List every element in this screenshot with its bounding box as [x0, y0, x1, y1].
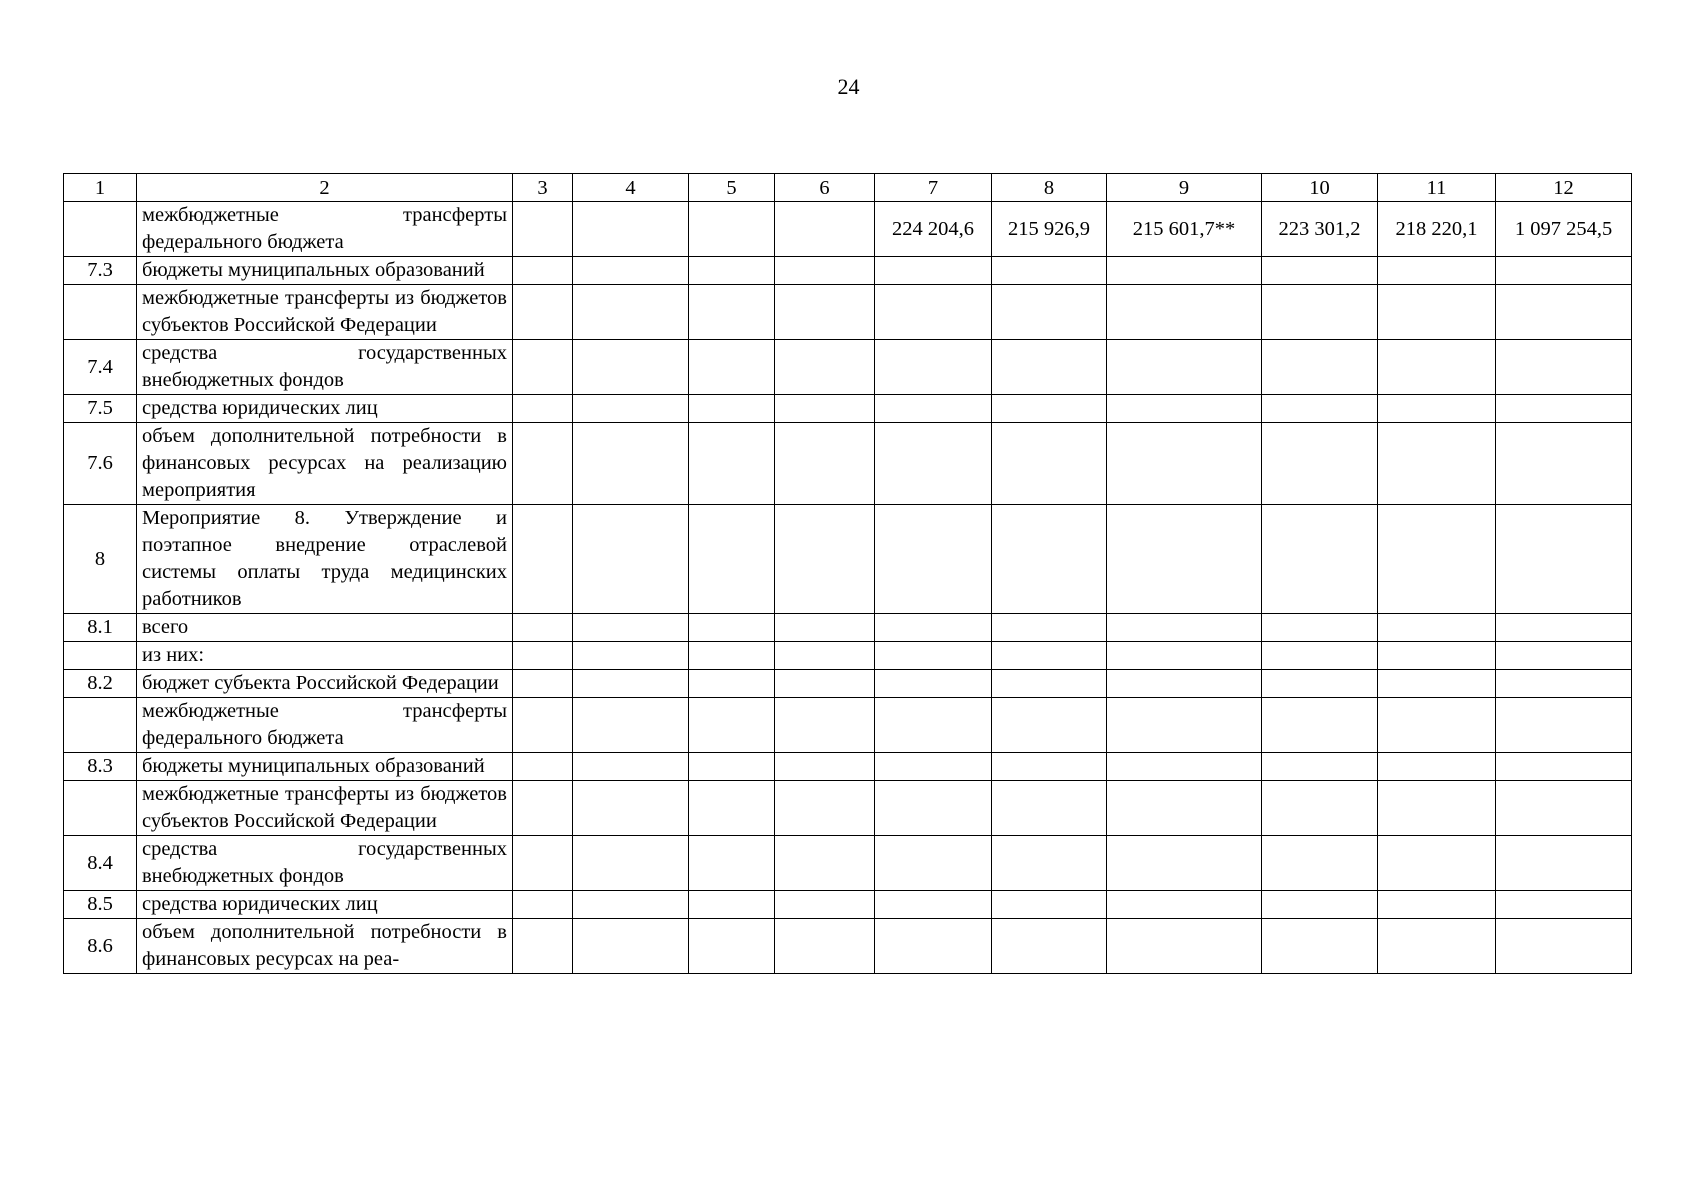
row-description: межбюджетные трансферты из бюджетов субъектов Российской Федерации: [137, 285, 513, 340]
value-cell: [689, 642, 775, 670]
value-cell: [775, 340, 875, 395]
value-cell: [573, 919, 689, 974]
row-description: бюджет субъекта Российской Федерации: [137, 670, 513, 698]
value-cell: [1496, 919, 1632, 974]
row-description: межбюджетные трансферты федерального бюджета: [137, 698, 513, 753]
value-cell: [1496, 891, 1632, 919]
value-cell: [992, 395, 1107, 423]
value-cell: [1107, 423, 1262, 505]
value-cell: [513, 505, 573, 614]
table-row: [64, 395, 1632, 423]
value-cell: [1378, 614, 1496, 642]
value-cell: [573, 340, 689, 395]
value-cell: [689, 423, 775, 505]
value-cell: [573, 285, 689, 340]
row-number: 8.1: [64, 614, 137, 642]
value-cell: [573, 670, 689, 698]
value-cell: 224 204,6: [875, 202, 992, 257]
value-cell: [513, 642, 573, 670]
column-header: 8: [992, 174, 1107, 202]
value-cell: [992, 505, 1107, 614]
table-row: [64, 202, 1632, 257]
value-cell: 218 220,1: [1378, 202, 1496, 257]
value-cell: [1496, 836, 1632, 891]
value-cell: [1262, 919, 1378, 974]
header-row: [64, 174, 1632, 202]
value-cell: [875, 285, 992, 340]
column-header: 9: [1107, 174, 1262, 202]
row-number: 8.2: [64, 670, 137, 698]
row-number: [64, 202, 137, 257]
value-cell: [1262, 505, 1378, 614]
value-cell: [513, 257, 573, 285]
value-cell: [573, 836, 689, 891]
table-row: [64, 670, 1632, 698]
value-cell: [775, 505, 875, 614]
value-cell: [1262, 340, 1378, 395]
value-cell: [1378, 919, 1496, 974]
value-cell: [689, 891, 775, 919]
value-cell: [875, 257, 992, 285]
value-cell: [875, 891, 992, 919]
value-cell: [1262, 670, 1378, 698]
value-cell: [689, 505, 775, 614]
row-description: бюджеты муниципальных образований: [137, 753, 513, 781]
value-cell: [1107, 395, 1262, 423]
value-cell: [513, 836, 573, 891]
value-cell: [1496, 614, 1632, 642]
value-cell: [1107, 698, 1262, 753]
row-number: 8: [64, 505, 137, 614]
row-number: 8.5: [64, 891, 137, 919]
value-cell: [875, 781, 992, 836]
value-cell: [1107, 891, 1262, 919]
value-cell: [1107, 505, 1262, 614]
value-cell: [1262, 642, 1378, 670]
value-cell: [1262, 836, 1378, 891]
value-cell: [775, 257, 875, 285]
value-cell: [513, 423, 573, 505]
value-cell: [1262, 891, 1378, 919]
value-cell: [875, 395, 992, 423]
value-cell: 223 301,2: [1262, 202, 1378, 257]
row-number: [64, 698, 137, 753]
value-cell: [1107, 642, 1262, 670]
row-description: межбюджетные трансферты федерального бюджета: [137, 202, 513, 257]
value-cell: [573, 781, 689, 836]
value-cell: [513, 891, 573, 919]
row-description: средства государственных внебюджетных фондов: [137, 340, 513, 395]
value-cell: [992, 423, 1107, 505]
value-cell: [992, 340, 1107, 395]
value-cell: [689, 285, 775, 340]
table-row: [64, 505, 1632, 614]
value-cell: [775, 285, 875, 340]
value-cell: [875, 698, 992, 753]
value-cell: [992, 698, 1107, 753]
value-cell: [875, 670, 992, 698]
value-cell: [1496, 257, 1632, 285]
value-cell: [1378, 395, 1496, 423]
value-cell: [1262, 423, 1378, 505]
column-header: 2: [137, 174, 513, 202]
value-cell: [1107, 836, 1262, 891]
value-cell: [1262, 781, 1378, 836]
value-cell: [573, 423, 689, 505]
row-description: средства юридических лиц: [137, 891, 513, 919]
value-cell: [573, 753, 689, 781]
row-number: 7.4: [64, 340, 137, 395]
row-description: Мероприятие 8. Утверждение и поэтапное внедрение отраслевой системы оплаты труда медицинских работников: [137, 505, 513, 614]
value-cell: [775, 836, 875, 891]
value-cell: [1262, 698, 1378, 753]
value-cell: [775, 919, 875, 974]
column-header: 5: [689, 174, 775, 202]
value-cell: [1496, 670, 1632, 698]
value-cell: [875, 505, 992, 614]
value-cell: [875, 919, 992, 974]
value-cell: [513, 614, 573, 642]
value-cell: [689, 919, 775, 974]
value-cell: [992, 753, 1107, 781]
value-cell: 215 601,7**: [1107, 202, 1262, 257]
row-number: 8.3: [64, 753, 137, 781]
value-cell: [513, 698, 573, 753]
row-number: 7.5: [64, 395, 137, 423]
column-header: 12: [1496, 174, 1632, 202]
value-cell: [513, 781, 573, 836]
value-cell: [775, 670, 875, 698]
value-cell: [689, 340, 775, 395]
value-cell: 1 097 254,5: [1496, 202, 1632, 257]
column-header: 10: [1262, 174, 1378, 202]
value-cell: [689, 753, 775, 781]
value-cell: [1496, 395, 1632, 423]
table-row: [64, 642, 1632, 670]
value-cell: [1378, 423, 1496, 505]
value-cell: [875, 340, 992, 395]
row-description: межбюджетные трансферты из бюджетов субъектов Российской Федерации: [137, 781, 513, 836]
value-cell: [573, 505, 689, 614]
value-cell: [1496, 781, 1632, 836]
value-cell: [1107, 614, 1262, 642]
value-cell: [1107, 753, 1262, 781]
value-cell: [992, 891, 1107, 919]
row-description: объем дополнительной потребности в финансовых ресурсах на реа-: [137, 919, 513, 974]
value-cell: [775, 753, 875, 781]
value-cell: [775, 614, 875, 642]
row-description: всего: [137, 614, 513, 642]
row-description: объем дополнительной потребности в финансовых ресурсах на реализацию мероприятия: [137, 423, 513, 505]
value-cell: [1107, 340, 1262, 395]
column-header: 1: [64, 174, 137, 202]
value-cell: [1107, 781, 1262, 836]
table-row: [64, 340, 1632, 395]
value-cell: 215 926,9: [992, 202, 1107, 257]
value-cell: [775, 781, 875, 836]
value-cell: [689, 257, 775, 285]
table-row: [64, 753, 1632, 781]
value-cell: [775, 642, 875, 670]
row-number: 7.6: [64, 423, 137, 505]
value-cell: [992, 614, 1107, 642]
table-row: [64, 698, 1632, 753]
table-body: [64, 202, 1632, 974]
value-cell: [1378, 891, 1496, 919]
value-cell: [1262, 614, 1378, 642]
value-cell: [513, 202, 573, 257]
row-number: [64, 642, 137, 670]
value-cell: [689, 614, 775, 642]
value-cell: [992, 919, 1107, 974]
column-header: 3: [513, 174, 573, 202]
value-cell: [1378, 642, 1496, 670]
value-cell: [875, 614, 992, 642]
page-number: 24: [837, 74, 860, 99]
value-cell: [1496, 285, 1632, 340]
value-cell: [513, 753, 573, 781]
column-header: 7: [875, 174, 992, 202]
table-row: [64, 423, 1632, 505]
value-cell: [513, 395, 573, 423]
value-cell: [1378, 285, 1496, 340]
table-row: [64, 836, 1632, 891]
value-cell: [1496, 642, 1632, 670]
value-cell: [573, 614, 689, 642]
value-cell: [1496, 340, 1632, 395]
value-cell: [689, 202, 775, 257]
value-cell: [573, 698, 689, 753]
value-cell: [573, 395, 689, 423]
value-cell: [1496, 505, 1632, 614]
value-cell: [573, 642, 689, 670]
value-cell: [992, 642, 1107, 670]
value-cell: [775, 202, 875, 257]
value-cell: [573, 257, 689, 285]
column-header: 6: [775, 174, 875, 202]
value-cell: [875, 753, 992, 781]
value-cell: [513, 285, 573, 340]
row-description: бюджеты муниципальных образований: [137, 257, 513, 285]
row-description: из них:: [137, 642, 513, 670]
row-number: [64, 285, 137, 340]
table-header: [64, 174, 1632, 202]
value-cell: [992, 836, 1107, 891]
value-cell: [1378, 257, 1496, 285]
value-cell: [689, 836, 775, 891]
table-row: [64, 891, 1632, 919]
value-cell: [1378, 670, 1496, 698]
row-number: 8.6: [64, 919, 137, 974]
value-cell: [689, 395, 775, 423]
column-header: 4: [573, 174, 689, 202]
row-description: средства государственных внебюджетных фондов: [137, 836, 513, 891]
value-cell: [992, 781, 1107, 836]
value-cell: [775, 698, 875, 753]
row-description: средства юридических лиц: [137, 395, 513, 423]
value-cell: [992, 670, 1107, 698]
table-row: [64, 257, 1632, 285]
value-cell: [1378, 781, 1496, 836]
value-cell: [1262, 753, 1378, 781]
value-cell: [513, 919, 573, 974]
value-cell: [775, 395, 875, 423]
table-row: [64, 614, 1632, 642]
financing-table: [63, 173, 1632, 974]
value-cell: [1496, 753, 1632, 781]
value-cell: [1378, 698, 1496, 753]
value-cell: [1496, 423, 1632, 505]
value-cell: [689, 670, 775, 698]
value-cell: [775, 891, 875, 919]
value-cell: [1262, 257, 1378, 285]
value-cell: [775, 423, 875, 505]
value-cell: [1378, 753, 1496, 781]
value-cell: [875, 836, 992, 891]
row-number: 7.3: [64, 257, 137, 285]
value-cell: [1262, 395, 1378, 423]
table-row: [64, 285, 1632, 340]
value-cell: [1378, 340, 1496, 395]
value-cell: [1496, 698, 1632, 753]
value-cell: [992, 285, 1107, 340]
row-number: [64, 781, 137, 836]
value-cell: [1378, 505, 1496, 614]
value-cell: [1107, 257, 1262, 285]
value-cell: [992, 257, 1107, 285]
value-cell: [513, 340, 573, 395]
value-cell: [1262, 285, 1378, 340]
value-cell: [1107, 919, 1262, 974]
value-cell: [573, 891, 689, 919]
table-row: [64, 781, 1632, 836]
row-number: 8.4: [64, 836, 137, 891]
value-cell: [513, 670, 573, 698]
value-cell: [1107, 670, 1262, 698]
value-cell: [573, 202, 689, 257]
column-header: 11: [1378, 174, 1496, 202]
value-cell: [1107, 285, 1262, 340]
value-cell: [689, 698, 775, 753]
table-row: [64, 919, 1632, 974]
value-cell: [875, 423, 992, 505]
value-cell: [1378, 836, 1496, 891]
value-cell: [875, 642, 992, 670]
value-cell: [689, 781, 775, 836]
